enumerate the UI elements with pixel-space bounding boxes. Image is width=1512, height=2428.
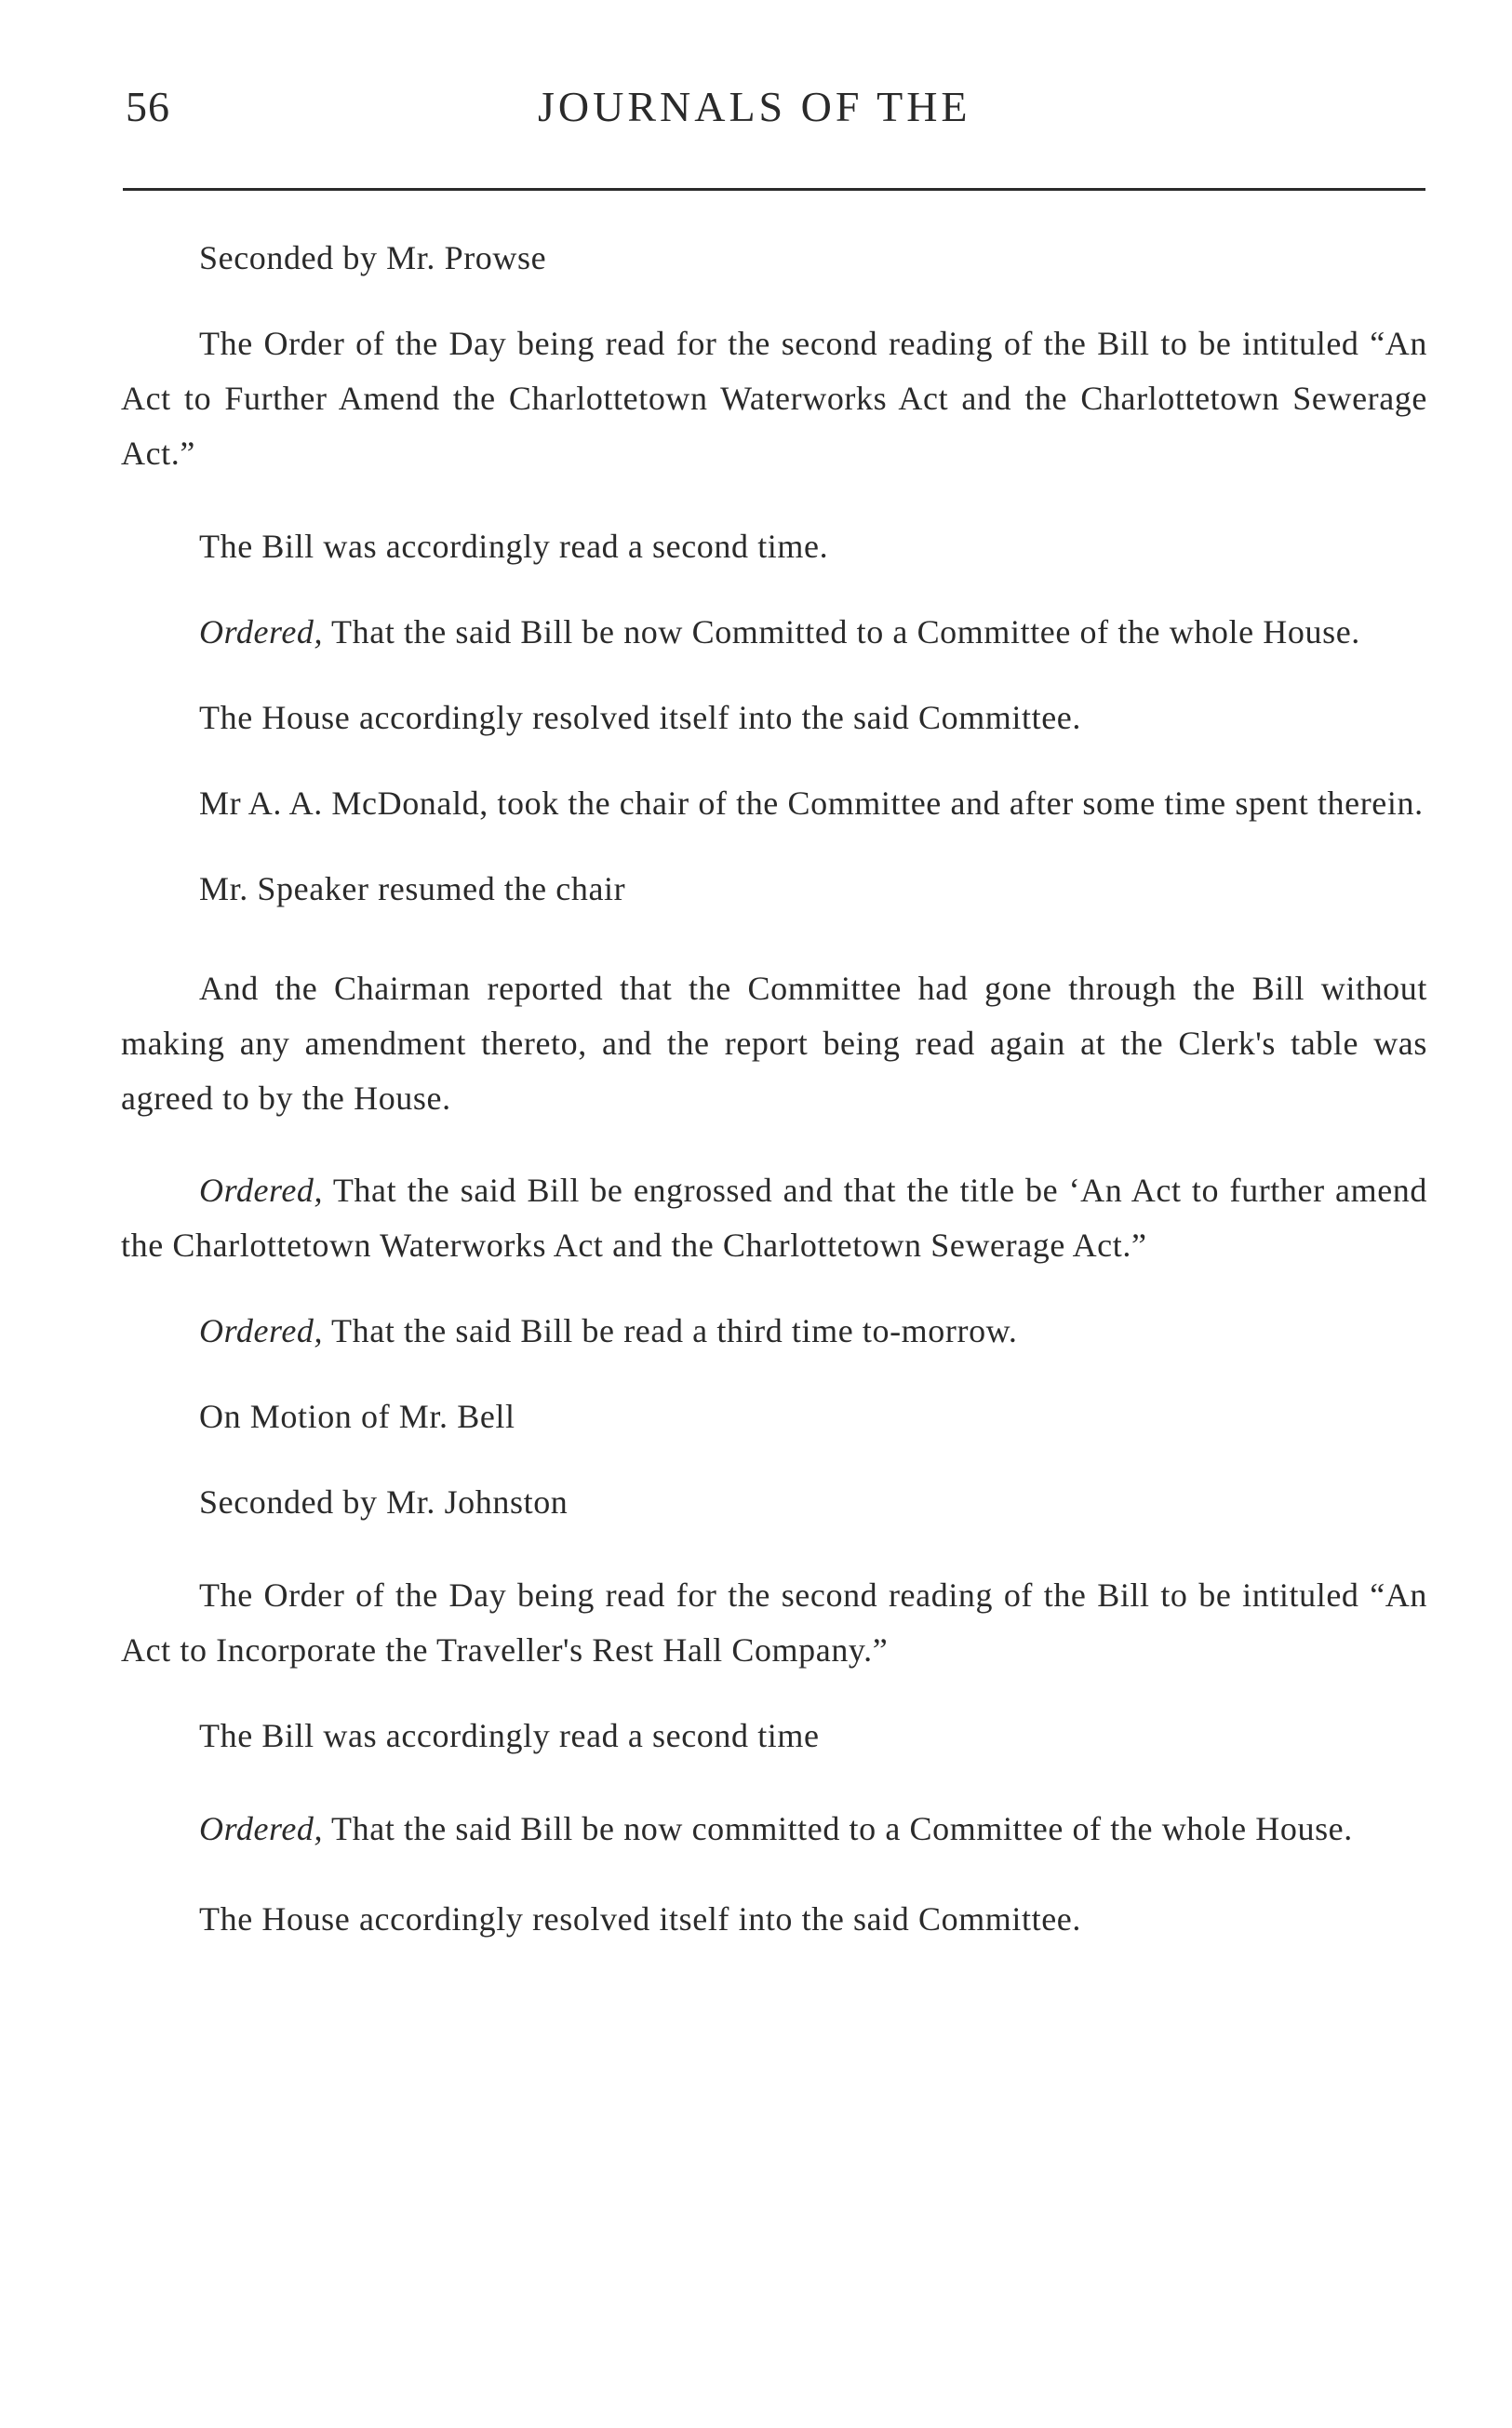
paragraph	[121, 691, 1427, 745]
paragraph-text: On Motion of Mr. Bell	[199, 1398, 515, 1435]
page-number: 56	[126, 83, 170, 130]
paragraph-text: That the said Bill be engrossed and that the title be ‘An Act to further amend the Charlottetown Waterworks Act and the Charlottetown Sewerage Act.”	[121, 1172, 1427, 1264]
paragraph	[121, 316, 1427, 481]
paragraph	[121, 1163, 1427, 1273]
paragraph-text: The Bill was accordingly read a second time.	[199, 528, 829, 565]
paragraph-text: And the Chairman reported that the Committee had gone through the Bill without making any amendment thereto, and the report being read again at the Clerk's table was agreed to by the House.	[121, 970, 1427, 1117]
paragraph-text: The Order of the Day being read for the second reading of the Bill to be intituled “An Act to Further Amend the Charlottetown Waterworks Act and the Charlottetown Sewerage Act.”	[121, 325, 1427, 472]
paragraph	[121, 1709, 1427, 1764]
paragraph-text: The House accordingly resolved itself into the said Committee.	[199, 1900, 1081, 1938]
paragraph-text: The Order of the Day being read for the second reading of the Bill to be intituled “An Act to Incorporate the Traveller's Rest Hall Company.”	[121, 1576, 1427, 1669]
paragraph	[121, 1304, 1427, 1359]
paragraph	[121, 776, 1427, 831]
paragraph	[121, 519, 1427, 574]
paragraph-text: The House accordingly resolved itself into the said Committee.	[199, 699, 1081, 736]
paragraph	[121, 1802, 1427, 1857]
paragraph-text: Mr A. A. McDonald, took the chair of the Committee and after some time spent therein.	[199, 785, 1424, 822]
header-rule	[123, 188, 1425, 191]
paragraph	[121, 605, 1427, 660]
paragraph	[121, 862, 1427, 917]
paragraph	[121, 1475, 1427, 1530]
paragraph-text: Mr. Speaker resumed the chair	[199, 870, 626, 907]
paragraph-text: Seconded by Mr. Prowse	[199, 239, 547, 276]
ordered-label: Ordered,	[199, 613, 324, 651]
paragraph	[121, 1568, 1427, 1678]
ordered-label: Ordered,	[199, 1172, 324, 1209]
paragraph-text: That the said Bill be now Committed to a Committee of the whole House.	[323, 613, 1360, 651]
paragraph-text: That the said Bill be now committed to a Committee of the whole House.	[323, 1810, 1353, 1847]
paragraph	[121, 961, 1427, 1126]
ordered-label: Ordered,	[199, 1312, 324, 1349]
paragraph-text: That the said Bill be read a third time to-morrow.	[323, 1312, 1018, 1349]
paragraph-text: The Bill was accordingly read a second time	[199, 1717, 820, 1754]
paragraph	[121, 1389, 1427, 1444]
journal-text	[121, 231, 1427, 1947]
paragraph	[121, 231, 1427, 286]
running-head: JOURNALS OF THE	[538, 83, 971, 130]
paragraph	[121, 1892, 1427, 1947]
page-header	[121, 82, 1424, 147]
ordered-label: Ordered,	[199, 1810, 324, 1847]
paragraph-text: Seconded by Mr. Johnston	[199, 1483, 569, 1521]
